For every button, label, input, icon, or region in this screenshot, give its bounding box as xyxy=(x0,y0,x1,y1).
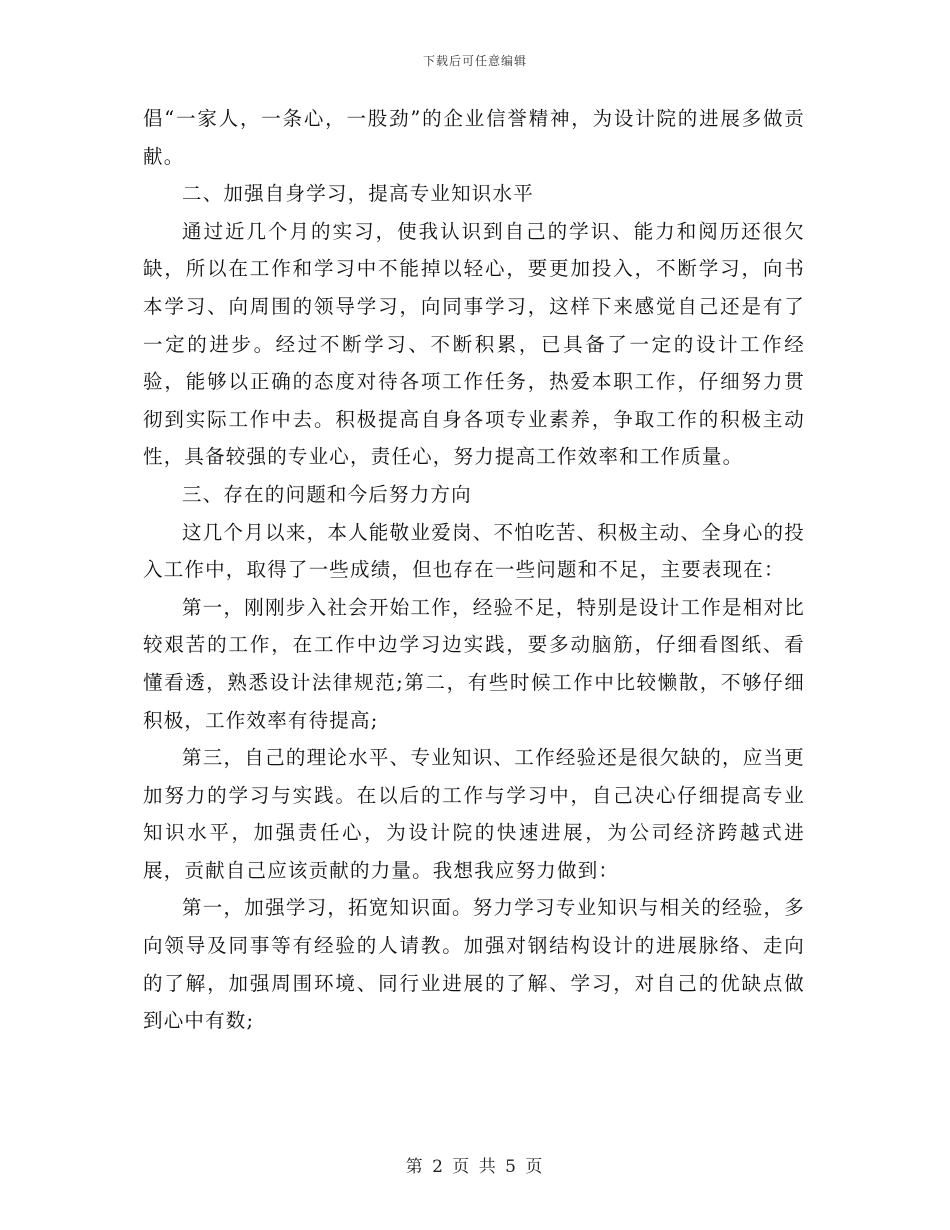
paragraph-8: 第一，加强学习，拓宽知识面。努力学习专业知识与相关的经验，多向领导及同事等有经验的人请教。加强对钢结构设计的进展脉络、走向的了解，加强周围环境、同行业进展的了解、学习，对自己的优缺点做到心中有数; xyxy=(143,896,805,1033)
paragraph-1: 倡“一家人，一条心，一股劲”的企业信誉精神，为设计院的进展多做贡献。 xyxy=(143,107,805,168)
paragraph-5: 这几个月以来，本人能敬业爱岗、不怕吃苦、积极主动、全身心的投入工作中，取得了一些成绩，但也存在一些问题和不足，主要表现在： xyxy=(143,520,805,582)
section-heading-2: 二、加强自身学习，提高专业知识水平 xyxy=(182,182,534,206)
page-number-footer: 第 2 页 共 5 页 xyxy=(405,1157,545,1177)
paragraph-3: 通过近几个月的实习，使我认识到自己的学识、能力和阅历还很欠缺，所以在工作和学习中不能掉以轻心，要更加投入，不断学习，向书本学习、向周围的领导学习，向同事学习，这样下来感觉自己还是有了一定的进步。经过不断学习、不断积累，已具备了一定的设计工作经验，能够以正确的态度对待各项工作任务，热爱本职工作，仔细努力贯彻到实际工作中去。积极提高自身各项专业素养，争取工作的积极主动性，具备较强的专业心，责任心，努力提高工作效率和工作质量。 xyxy=(143,219,805,469)
page-header-note: 下载后可任意编辑 xyxy=(422,54,527,68)
paragraph-7: 第三，自己的理论水平、专业知识、工作经验还是很欠缺的，应当更加努力的学习与实践。在以后的工作与学习中，自己决心仔细提高专业知识水平，加强责任心，为设计院的快速进展，为公司经济跨越式进展，贡献自己应该贡献的力量。我想我应努力做到： xyxy=(143,746,805,882)
paragraph-6: 第一，刚刚步入社会开始工作，经验不足，特别是设计工作是相对比较艰苦的工作，在工作中边学习边实践，要多动脑筋，仔细看图纸、看懂看透，熟悉设计法律规范;第二，有些时候工作中比较懒散，不够仔细积极，工作效率有待提高; xyxy=(143,595,805,732)
document-body xyxy=(143,100,805,1040)
section-heading-3: 三、存在的问题和今后努力方向 xyxy=(182,482,472,506)
